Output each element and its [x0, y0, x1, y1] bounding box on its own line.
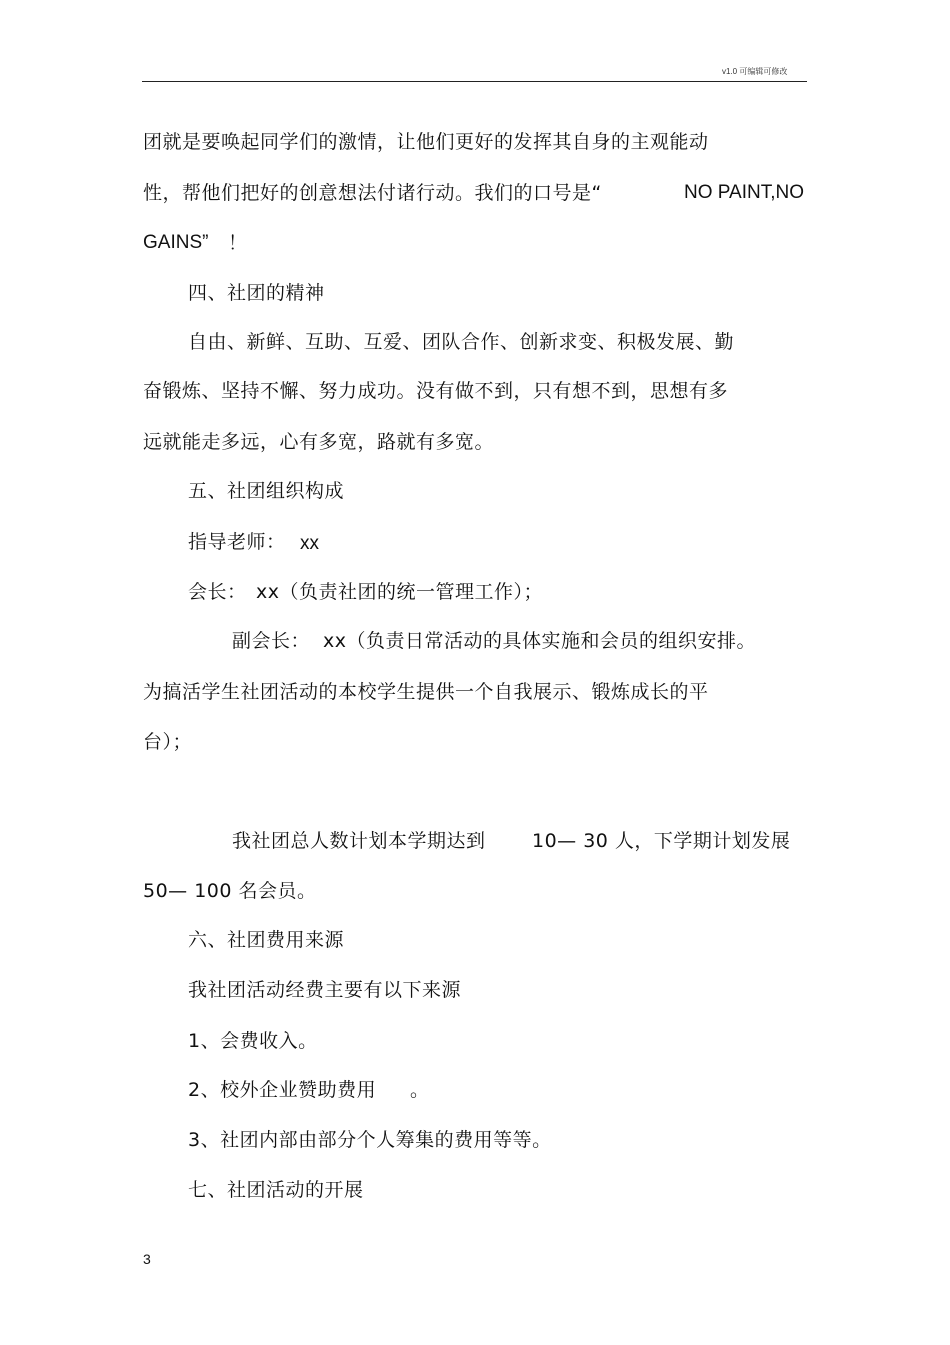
list-item: 2、校外企业赞助费用 [188, 1079, 377, 1101]
section-heading: 七、社团活动的开展 [188, 1179, 364, 1201]
slogan-text: GAINS” [143, 232, 209, 253]
list-item-end: 。 [410, 1079, 430, 1101]
section-heading: 四、社团的精神 [188, 282, 325, 304]
president-label: 会长： [188, 581, 247, 603]
paragraph-line: 性，帮他们把好的创意想法付诸行动。我们的口号是“ [143, 182, 602, 204]
paragraph-line: 团就是要唤起同学们的激情，让他们更好的发挥其自身的主观能动 [143, 131, 709, 153]
paragraph-line: 台）； [143, 731, 193, 753]
paragraph-line: 奋锻炼、坚持不懈、努力成功。没有做不到，只有想不到，思想有多 [143, 380, 729, 402]
section-heading: 五、社团组织构成 [188, 480, 345, 502]
section-heading: 六、社团费用来源 [188, 929, 345, 951]
paragraph-line: ！ [228, 232, 248, 254]
header-rule [142, 81, 807, 82]
paragraph-line: 50— 100 名会员。 [143, 880, 317, 902]
advisor-name: xx [300, 533, 319, 554]
slogan-text: NO PAINT,NO [684, 182, 804, 203]
member-count: 10— 30 人，下学期计划发展 [532, 830, 791, 852]
president-detail: xx（负责社团的统一管理工作）； [256, 581, 543, 603]
paragraph-line: 远就能走多远，心有多宽，路就有多宽。 [143, 431, 495, 453]
vice-president-label: 副会长： [232, 630, 311, 652]
paragraph-line: 自由、新鲜、互助、互爱、团队合作、创新求变、积极发展、勤 [188, 331, 735, 353]
advisor-label: 指导老师： [188, 531, 286, 553]
vice-president-detail: xx（负责日常活动的具体实施和会员的组织安排。 [323, 630, 756, 652]
paragraph-line: 我社团活动经费主要有以下来源 [188, 979, 462, 1001]
header-version-note: v1.0 可编辑可修改 [722, 67, 788, 76]
paragraph-line: 我社团总人数计划本学期达到 [232, 830, 486, 852]
list-item: 3、社团内部由部分个人筹集的费用等等。 [188, 1129, 552, 1151]
list-item: 1、会费收入。 [188, 1030, 318, 1052]
page-number: 3 [143, 1251, 151, 1267]
paragraph-line: 为搞活学生社团活动的本校学生提供一个自我展示、锻炼成长的平 [143, 681, 709, 703]
